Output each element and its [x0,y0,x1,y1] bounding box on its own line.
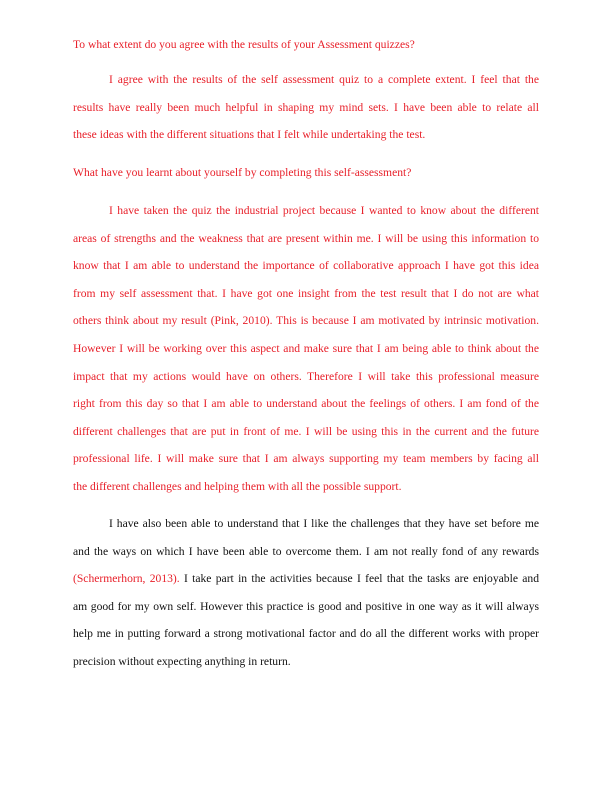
paragraph-line: and the ways on which I have been able to overcome them. I am not really fond of any rewards [73,544,539,558]
paragraph-line: different challenges that are put in front of me. I will be using this in the current and the future [73,424,539,438]
answer-paragraph-3 [73,510,539,676]
paragraph-line: these ideas with the different situations that I felt while undertaking the test. [73,128,426,142]
citation: (Schermerhorn, 2013). [73,572,180,586]
paragraph-line: precision without expecting anything in return. [73,654,291,668]
paragraph-line: areas of strengths and the weakness that are present within me. I will be using this information to [73,231,539,245]
paragraph-line: know that I am able to understand the importance of collaborative approach I have got this idea [73,259,539,273]
answer-paragraph-1 [73,66,539,149]
paragraph-line: am good for my own self. However this practice is good and positive in one way as it will always [73,599,539,613]
paragraph-line: However I will be working over this aspect and make sure that I am being able to think about the [73,341,539,355]
paragraph-line: I have taken the quiz the industrial project because I wanted to know about the different [109,204,539,217]
paragraph-line: the different challenges and helping them with all the possible support. [73,479,402,493]
paragraph-text: I take part in the activities because I feel that the tasks are enjoyable and [179,572,540,586]
answer-paragraph-2 [73,197,539,501]
question-heading-1: To what extent do you agree with the results of your Assessment quizzes? [73,38,415,51]
paragraph-line: I have also been able to understand that I like the challenges that they have set before me [109,517,539,530]
paragraph-line: right from this day so that I am able to understand about the feelings of others. I am fond of the [73,397,539,411]
paragraph-line: from my self assessment that. I have got one insight from the test result that I do not are what [73,286,539,300]
paragraph-line: help me in putting forward a strong motivational factor and do all the different works with proper [73,627,539,641]
paragraph-line: professional life. I will make sure that I am always supporting my team members by facing all [73,452,539,466]
paragraph-line: results have really been much helpful in shaping my mind sets. I have been able to relate all [73,100,539,114]
question-heading-2: What have you learnt about yourself by completing this self-assessment? [73,166,412,179]
paragraph-line: others think about my result (Pink, 2010). This is because I am motivated by intrinsic motivation. [73,314,539,328]
paragraph-line: I agree with the results of the self assessment quiz to a complete extent. I feel that the [109,73,539,86]
paragraph-line-with-citation [73,565,539,593]
paragraph-line: impact that my actions would have on others. Therefore I will take this professional measure [73,369,539,383]
